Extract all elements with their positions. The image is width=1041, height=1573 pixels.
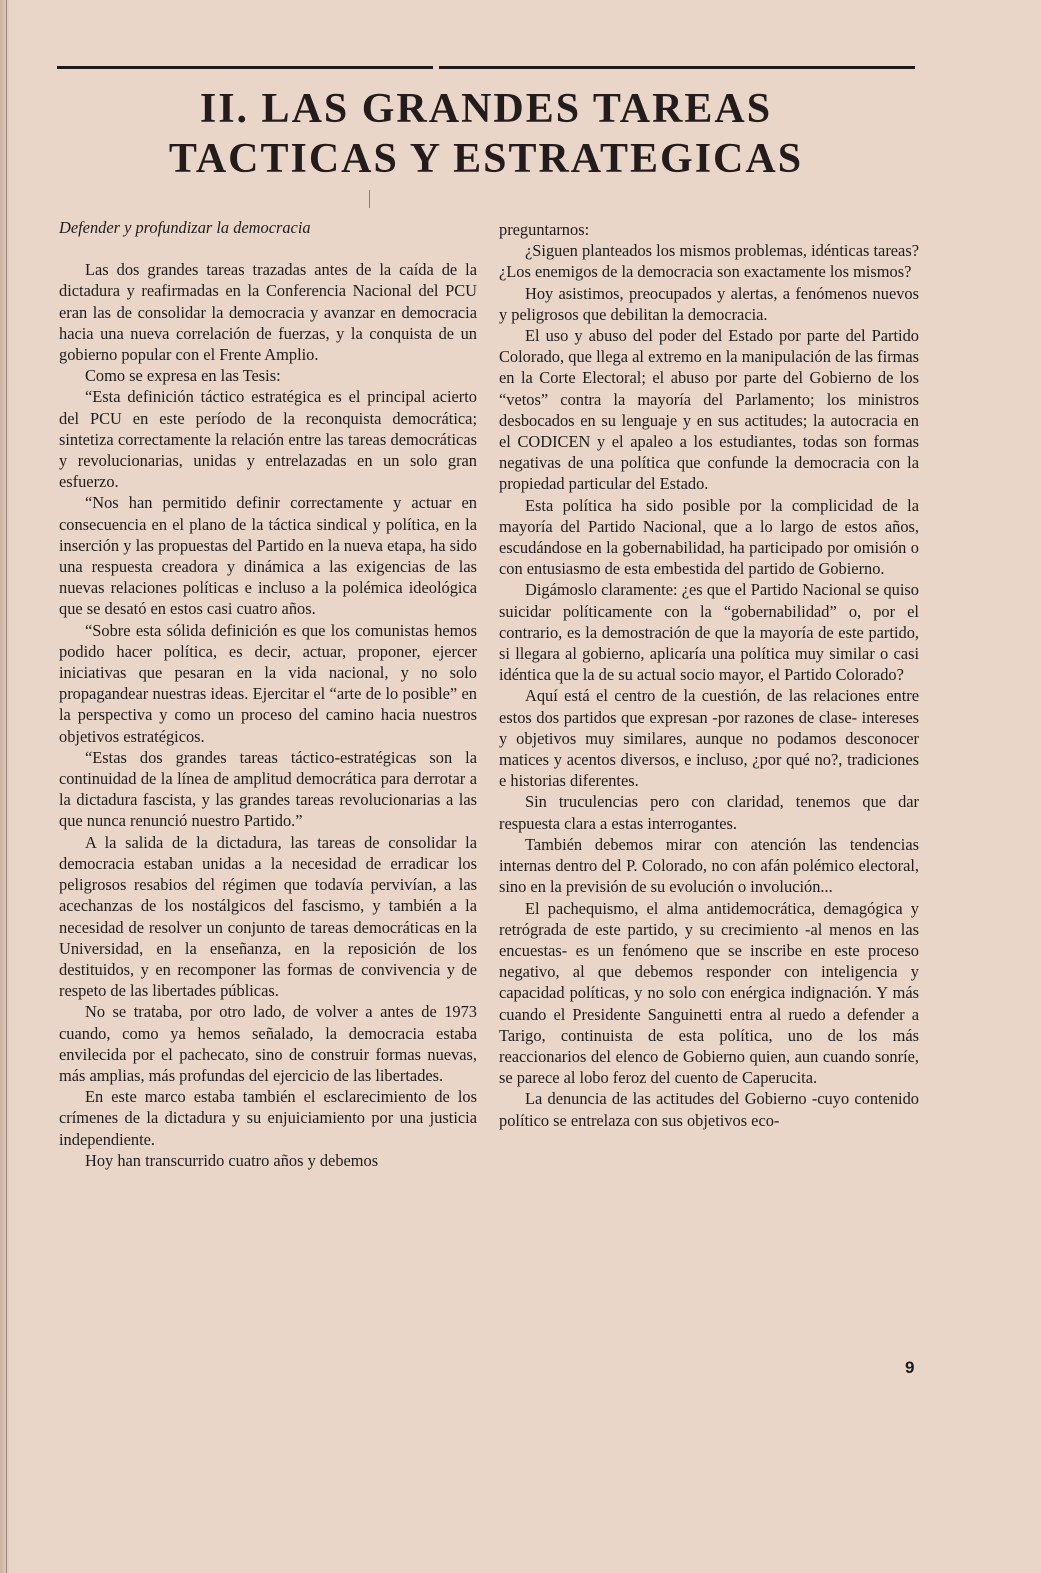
paragraph: preguntarnos:: [499, 220, 590, 239]
left-column: [59, 217, 477, 1171]
paragraph: También debemos mirar con atención las tendencias internas dentro del P. Colorado, no con afán polémico electoral, sino en la previsión de su evolución o involución...: [499, 834, 919, 897]
paragraph: Aquí está el centro de la cuestión, de las relaciones entre estos dos partidos que expresan -por razones de clase- intereses y objetivos muy similares, aunque no podamos desconocer matices y acentos diversos, e incluso, ¿por qué no?, tradiciones e historias diferentes.: [499, 686, 919, 791]
paragraph: El pachequismo, el alma antidemocrática, demagógica y retrógrada de este partido, y su crecimiento -al menos en las encuestas- es un fenómeno que se inscribe en este proceso negativo, al que debemos responder con inteligencia y capacidad políticas, y no solo con enérgica indignación. Y más cuando el Presidente Sanguinetti entra al ruedo a defender a Tarigo, continuista de esta política, uno de los más reaccionarios del elenco de Gobierno quien, aun cuando sonríe, se parece al lobo feroz del cuento de Caperucita.: [499, 898, 919, 1088]
paragraph: Sin truculencias pero con claridad, tenemos que dar respuesta clara a estas interrogantes.: [499, 792, 919, 833]
paragraph: “Sobre esta sólida definición es que los comunistas hemos podido hacer política, es decir, actuar, proponer, ejercer iniciativas que pesaran en la vida nacional, y no solo propagandear nuestras ideas. Ejercitar el “arte de lo posible” en la perspectiva y como un proceso del camino hacia nuestros objetivos estratégicos.: [59, 620, 477, 746]
paragraph: “Nos han permitido definir correctamente y actuar en consecuencia en el plano de la táctica sindical y política, en la inserción y las propuestas del Partido en la nueva etapa, ha sido una respuesta creadora y dinámica a las exigencias de las nuevas relaciones políticas e incluso a la polémica ideológica que se desató en estos casi cuatro años.: [59, 493, 477, 619]
paragraph: Hoy asistimos, preocupados y alertas, a fenómenos nuevos y peligrosos que debilitan la democracia.: [499, 283, 919, 324]
paragraph: No se trataba, por otro lado, de volver a antes de 1973 cuando, como ya hemos señalado, la democracia estaba envilecida por el pachecato, sino de construir formas nuevas, más amplias, más profundas del ejercicio de las libertades.: [59, 1002, 477, 1085]
right-column: [499, 219, 919, 1131]
paragraph: “Esta definición táctico estratégica es el principal acierto del PCU en este período de la reconquista democrática; sintetiza correctamente la relación entre las tareas democráticas y revolucionarias, unidas y entrelazadas en un solo gran esfuerzo.: [59, 387, 477, 492]
spine-edge-line: [6, 0, 7, 1573]
page-number: 9: [905, 1358, 915, 1377]
paragraph: Esta política ha sido posible por la complicidad de la mayoría del Partido Nacional, que a lo largo de estos años, escudándose en la gobernabilidad, ha participado por omisión o con entusiasmo de esta embestida del partido de Gobierno.: [499, 495, 919, 579]
paragraph: Como se expresa en las Tesis:: [85, 366, 281, 386]
chapter-title: [57, 84, 915, 184]
section-subheading: Defender y profundizar la democracia: [59, 218, 311, 237]
paragraph: Las dos grandes tareas trazadas antes de la caída de la dictadura y reafirmadas en la Conferencia Nacional del PCU eran las de consolidar la democracia y avanzar en democracia hacia una nueva correlación de fuerzas, y la conquista de un gobierno popular con el Frente Amplio.: [59, 260, 477, 365]
paragraph: A la salida de la dictadura, las tareas de consolidar la democracia estaban unidas a la necesidad de erradicar los peligrosos resabios del régimen que todavía pervivían, a las acechanzas de los nostálgicos del fascismo, y también a la necesidad de resolver un conjunto de tareas democráticas en la Universidad, en la enseñanza, en la reposición de los destituidos, y en recomponer las formas de convivencia y de respeto de las libertades públicas.: [59, 832, 477, 1001]
print-mark: [369, 190, 370, 208]
paragraph: Digámoslo claramente: ¿es que el Partido Nacional se quiso suicidar políticamente con la “gobernabilidad” o, por el contrario, es la demostración de que la mayoría de este partido, si llegara al gobierno, aplicaría una política muy similar o casi idéntica que la de su actual socio mayor, el Partido Colorado?: [499, 580, 919, 685]
chapter-title-line-2: TACTICAS Y ESTRATEGICAS: [168, 136, 804, 182]
chapter-title-line-1: II. LAS GRANDES TAREAS: [199, 86, 773, 132]
paragraph: ¿Siguen planteados los mismos problemas, idénticas tareas? ¿Los enemigos de la democracia son exactamente los mismos?: [499, 241, 919, 282]
page-spine: [0, 0, 9, 1573]
top-rule-left: [57, 66, 433, 69]
top-rule-right: [439, 66, 915, 69]
paragraph: “Estas dos grandes tareas táctico-estratégicas son la continuidad de la línea de amplitud democrática para derrotar a la dictadura fascista, y las grandes tareas revolucionarias a las que nunca renunció nuestro Partido.”: [59, 747, 477, 831]
paragraph: El uso y abuso del poder del Estado por parte del Partido Colorado, que llega al extremo en la manipulación de las firmas en la Corte Electoral; el abuso por parte del Gobierno de los “vetos” contra la mayoría del Parlamento; los ministros desbocados en su lenguaje y en sus actitudes; la autocracia en el CODICEN y el apaleo a los estudiantes, todas son formas negativas de una política que confunde la democracia con la propiedad particular del Estado.: [499, 326, 919, 494]
paragraph: Hoy han transcurrido cuatro años y debemos: [85, 1150, 379, 1170]
paragraph: En este marco estaba también el esclarecimiento de los crímenes de la dictadura y su enjuiciamiento por una justicia independiente.: [59, 1087, 477, 1149]
paragraph: La denuncia de las actitudes del Gobierno -cuyo contenido político se entrelaza con sus objetivos eco-: [499, 1089, 919, 1130]
